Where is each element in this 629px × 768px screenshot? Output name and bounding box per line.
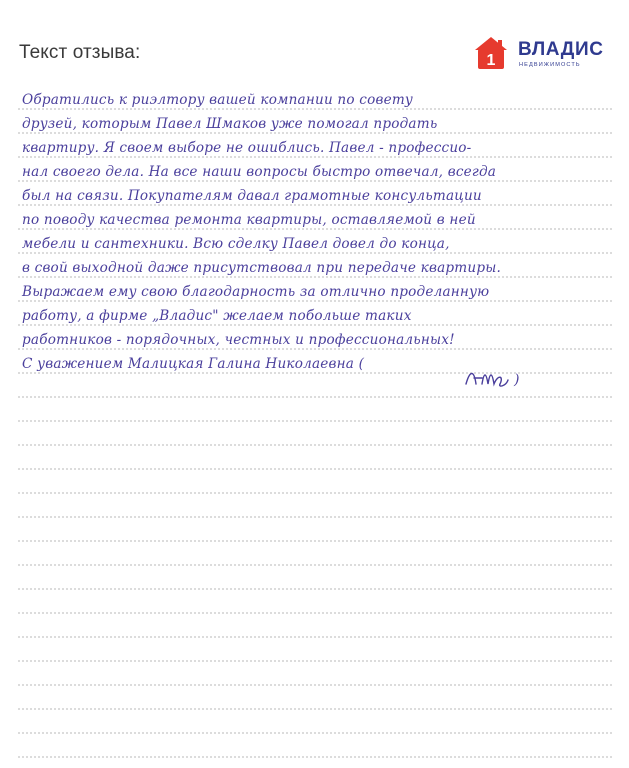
header [0, 0, 629, 80]
review-line: нал своего дела. На все наши вопросы быстро отвечал, всегда [22, 164, 497, 180]
logo-subtitle: НЕДВИЖИМОСТЬ [519, 62, 581, 68]
review-line: работников - порядочных, честных и профессиональных! [22, 332, 455, 348]
review-line: работу, а фирме „Владис" желаем побольше таких [22, 308, 412, 324]
review-line: С уважением Малицкая Галина Николаевна ( [22, 356, 365, 372]
signature-close-paren: ) [514, 372, 520, 388]
review-line: Выражаем ему свою благодарность за отлично проделанную [22, 284, 490, 300]
lined-review-sheet [0, 80, 629, 768]
vladis-logo [474, 36, 614, 72]
handwritten-signature [462, 366, 522, 390]
page-title: Текст отзыва: [19, 42, 141, 63]
logo-name: ВЛАДИС [518, 39, 604, 60]
review-line: Обратились к риэлтору вашей компании по совету [22, 92, 414, 108]
review-line: в свой выходной даже присутствовал при передаче квартиры. [22, 260, 502, 276]
review-line: друзей, которым Павел Шмаков уже помогал продать [22, 116, 438, 132]
review-line: по поводу качества ремонта квартиры, оставляемой в ней [22, 212, 476, 228]
house-key-logo-icon [474, 36, 508, 70]
review-line: квартиру. Я своем выборе не ошиблись. Павел - профессио- [22, 140, 472, 156]
logo-mark-digit: 1 [486, 52, 496, 69]
review-line: был на связи. Покупателям давал грамотные консультации [22, 188, 482, 204]
review-line: мебели и сантехники. Всю сделку Павел довел до конца, [22, 236, 450, 252]
